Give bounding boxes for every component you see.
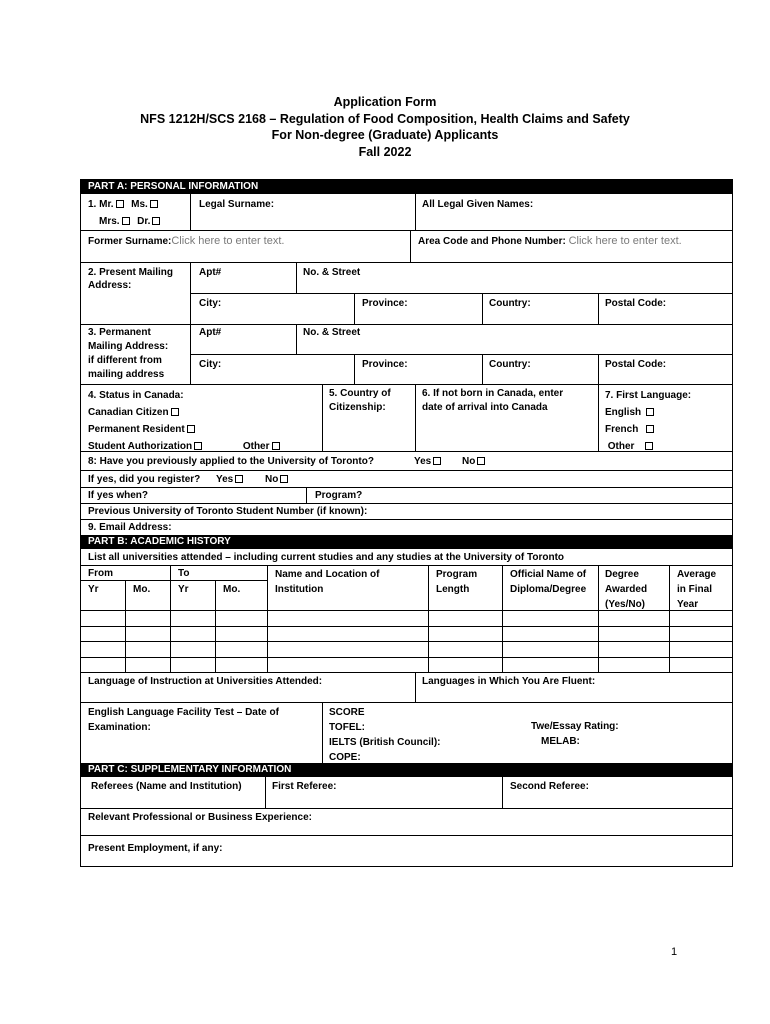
applied-no-checkbox[interactable] xyxy=(477,457,485,465)
permanent-resident-checkbox[interactable] xyxy=(187,425,195,433)
mrs-checkbox[interactable] xyxy=(122,217,130,225)
average-label: Average in Final Year xyxy=(677,569,717,610)
legal-surname-label: Legal Surname: xyxy=(199,199,275,210)
academic-instruction: List all universities attended – including current studies and any studies at the University of Toronto xyxy=(88,552,565,563)
phone-label: Area Code and Phone Number: Click here to enter text. xyxy=(418,235,682,247)
test-scores: SCORE TOFEL: IELTS (British Council): COPE: xyxy=(329,707,441,763)
second-referee-label: Second Referee: xyxy=(510,781,589,792)
program-length-label: Program Length xyxy=(436,569,478,595)
student-number-label: Previous University of Toronto Student Number (if known): xyxy=(88,506,368,517)
salutation-row-2: Mrs. Dr. xyxy=(99,215,162,228)
present-address-label: 2. Present Mailing Address: xyxy=(88,267,174,291)
part-a-header: PART A: PERSONAL INFORMATION xyxy=(81,180,732,194)
applied-yes: Yes xyxy=(414,455,443,468)
status-in-canada: 4. Status in Canada: Canadian Citizen Permanent Resident Student Authorization Other xyxy=(88,387,282,455)
permanent-address-label: 3. Permanent Mailing Address: if different from mailing address xyxy=(88,327,169,380)
perm-apt-label: Apt# xyxy=(199,327,222,338)
registered-yes: Yes xyxy=(216,473,245,486)
status-other-checkbox[interactable] xyxy=(272,442,280,450)
salutation-row-1: 1. Mr. Ms. xyxy=(88,198,160,211)
mr-checkbox[interactable] xyxy=(116,200,124,208)
perm-country-label: Country: xyxy=(489,359,531,370)
previously-applied-label: 8: Have you previously applied to the University of Toronto? xyxy=(88,456,374,467)
citizenship-label: 5. Country of Citizenship: xyxy=(329,388,391,413)
document-title xyxy=(0,94,770,160)
experience-label: Relevant Professional or Business Experience: xyxy=(88,812,312,823)
part-b-header: PART B: ACADEMIC HISTORY xyxy=(81,535,732,549)
when-label: If yes when? xyxy=(88,490,149,501)
to-mo-label: Mo. xyxy=(223,584,241,595)
application-form xyxy=(80,179,733,867)
title-line-4: Fall 2022 xyxy=(358,144,412,159)
official-name-label: Official Name of Diploma/Degree xyxy=(510,569,587,595)
registered-no-checkbox[interactable] xyxy=(280,475,288,483)
perm-province-label: Province: xyxy=(362,359,408,370)
degree-awarded-label: Degree Awarded (Yes/No) xyxy=(605,569,648,610)
program-label: Program? xyxy=(315,490,363,501)
title-line-1: Application Form xyxy=(333,95,437,109)
language-instruction-label: Language of Instruction at Universities Attended: xyxy=(88,676,323,687)
email-label: 9. Email Address: xyxy=(88,522,172,533)
country-label: Country: xyxy=(489,298,531,309)
from-label: From xyxy=(88,568,113,579)
student-authorization-checkbox[interactable] xyxy=(194,442,202,450)
street-label: No. & Street xyxy=(303,267,361,278)
page-number: 1 xyxy=(671,946,678,958)
melab-label: MELAB: xyxy=(541,736,580,747)
referees-label: Referees (Name and Institution) xyxy=(91,781,242,792)
from-mo-label: Mo. xyxy=(133,584,151,595)
registered-yes-checkbox[interactable] xyxy=(235,475,243,483)
first-language: 7. First Language: English French Other xyxy=(605,390,692,452)
postal-code-label: Postal Code: xyxy=(605,298,667,309)
title-line-3: For Non-degree (Graduate) Applicants xyxy=(271,128,499,142)
city-label: City: xyxy=(199,298,222,309)
applied-no: No xyxy=(462,455,487,468)
part-c-header: PART C: SUPPLEMENTARY INFORMATION xyxy=(81,763,732,777)
ms-checkbox[interactable] xyxy=(150,200,158,208)
french-checkbox[interactable] xyxy=(646,425,654,433)
registered-label: If yes, did you register? xyxy=(88,474,201,485)
to-yr-label: Yr xyxy=(178,584,189,595)
applied-yes-checkbox[interactable] xyxy=(433,457,441,465)
arrival-date-label: 6. If not born in Canada, enter date of arrival into Canada xyxy=(422,388,564,413)
from-yr-label: Yr xyxy=(88,584,99,595)
languages-fluent-label: Languages in Which You Are Fluent: xyxy=(422,676,596,687)
language-other-checkbox[interactable] xyxy=(645,442,653,450)
phone-input[interactable]: Click here to enter text. xyxy=(568,235,682,247)
first-referee-label: First Referee: xyxy=(272,781,337,792)
employment-label: Present Employment, if any: xyxy=(88,843,223,854)
institution-label: Name and Location of Institution xyxy=(275,569,380,595)
title-line-2: NFS 1212H/SCS 2168 – Regulation of Food Composition, Health Claims and Safety xyxy=(140,111,630,126)
apt-label: Apt# xyxy=(199,267,222,278)
twe-label: Twe/Essay Rating: xyxy=(531,721,619,732)
given-names-label: All Legal Given Names: xyxy=(422,199,534,210)
citizen-checkbox[interactable] xyxy=(171,408,179,416)
perm-street-label: No. & Street xyxy=(303,327,361,338)
registered-no: No xyxy=(265,473,290,486)
perm-city-label: City: xyxy=(199,359,222,370)
province-label: Province: xyxy=(362,298,408,309)
perm-postal-code-label: Postal Code: xyxy=(605,359,667,370)
former-surname-label: Former Surname:Click here to enter text. xyxy=(88,235,285,247)
english-checkbox[interactable] xyxy=(646,408,654,416)
english-test-label: English Language Facility Test – Date of Examination: xyxy=(88,707,279,733)
dr-checkbox[interactable] xyxy=(152,217,160,225)
former-surname-input[interactable]: Click here to enter text. xyxy=(171,235,285,247)
to-label: To xyxy=(178,568,190,579)
